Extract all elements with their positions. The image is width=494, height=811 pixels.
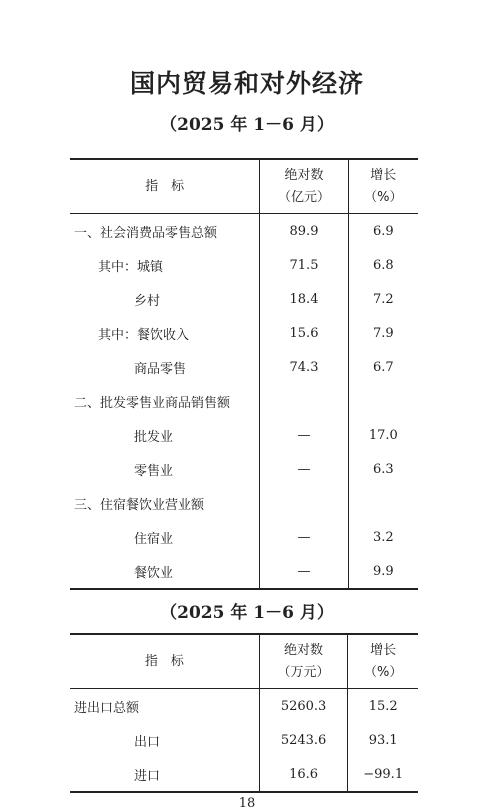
row-absolute: 74.3 — [260, 350, 348, 384]
row-absolute: — — [260, 418, 348, 452]
row-absolute: 5260.3 — [259, 689, 348, 724]
row-absolute: 15.6 — [260, 316, 348, 350]
row-absolute: 16.6 — [259, 757, 348, 792]
header-indicator: 指 标 — [70, 634, 259, 689]
row-indicator: 住宿业 — [134, 531, 174, 547]
row-indicator: 零售业 — [134, 463, 174, 479]
row-absolute: — — [260, 520, 348, 554]
row-growth: 7.2 — [348, 282, 418, 316]
table-row — [70, 418, 418, 452]
table-row — [70, 452, 418, 486]
row-indicator: 其中：城镇 — [98, 259, 164, 275]
row-absolute: 89.9 — [260, 214, 348, 249]
row-indicator: 商品零售 — [134, 361, 187, 377]
row-indicator: 二、批发零售业商品销售额 — [74, 395, 231, 411]
row-absolute: — — [260, 452, 348, 486]
header-indicator: 指 标 — [70, 159, 260, 214]
row-absolute: 71.5 — [260, 248, 348, 282]
table-row — [70, 316, 418, 350]
table2-subtitle: （2025 年 1－6 月） — [160, 603, 334, 623]
page-title: 国内贸易和对外经济 — [129, 69, 364, 98]
row-growth: 15.2 — [348, 689, 418, 724]
table-row — [70, 282, 418, 316]
row-growth: 17.0 — [348, 418, 418, 452]
table-row — [70, 689, 418, 724]
table-row — [70, 248, 418, 282]
row-growth: 3.2 — [348, 520, 418, 554]
table-row — [70, 214, 418, 249]
row-absolute: — — [260, 554, 348, 589]
table-row — [70, 757, 418, 792]
row-indicator: 三、住宿餐饮业营业额 — [74, 497, 205, 513]
row-indicator: 一、社会消费品零售总额 — [74, 225, 218, 241]
row-absolute: 5243.6 — [259, 723, 348, 757]
foreign-trade-table — [70, 633, 418, 793]
table1-subtitle: （2025 年 1－6 月） — [160, 115, 334, 135]
row-growth: 9.9 — [348, 554, 418, 589]
row-growth — [348, 384, 418, 418]
row-indicator: 进出口总额 — [74, 700, 140, 716]
header-absolute: 绝对数 （万元） — [259, 634, 348, 689]
row-growth: 7.9 — [348, 316, 418, 350]
row-growth: 93.1 — [348, 723, 418, 757]
header-growth: 增长 （%） — [348, 159, 418, 214]
table-row — [70, 520, 418, 554]
row-growth: 6.3 — [348, 452, 418, 486]
table-row — [70, 723, 418, 757]
row-indicator: 其中：餐饮收入 — [98, 327, 190, 343]
table-row — [70, 384, 418, 418]
page-number: 18 — [238, 796, 256, 811]
row-indicator: 餐饮业 — [134, 565, 174, 581]
row-growth: 6.7 — [348, 350, 418, 384]
header-growth: 增长 （%） — [348, 634, 418, 689]
row-growth: 6.9 — [348, 214, 418, 249]
row-growth — [348, 486, 418, 520]
row-absolute — [260, 486, 348, 520]
row-indicator: 乡村 — [134, 293, 161, 309]
row-absolute — [260, 384, 348, 418]
row-absolute: 18.4 — [260, 282, 348, 316]
table-row — [70, 350, 418, 384]
row-growth: 6.8 — [348, 248, 418, 282]
row-indicator: 批发业 — [134, 429, 174, 445]
header-absolute: 绝对数 （亿元） — [260, 159, 348, 214]
table-row — [70, 554, 418, 589]
table-row — [70, 486, 418, 520]
domestic-trade-table — [70, 158, 418, 590]
row-growth: −99.1 — [348, 757, 418, 792]
row-indicator: 出口 — [134, 734, 161, 750]
row-indicator: 进口 — [134, 768, 161, 784]
